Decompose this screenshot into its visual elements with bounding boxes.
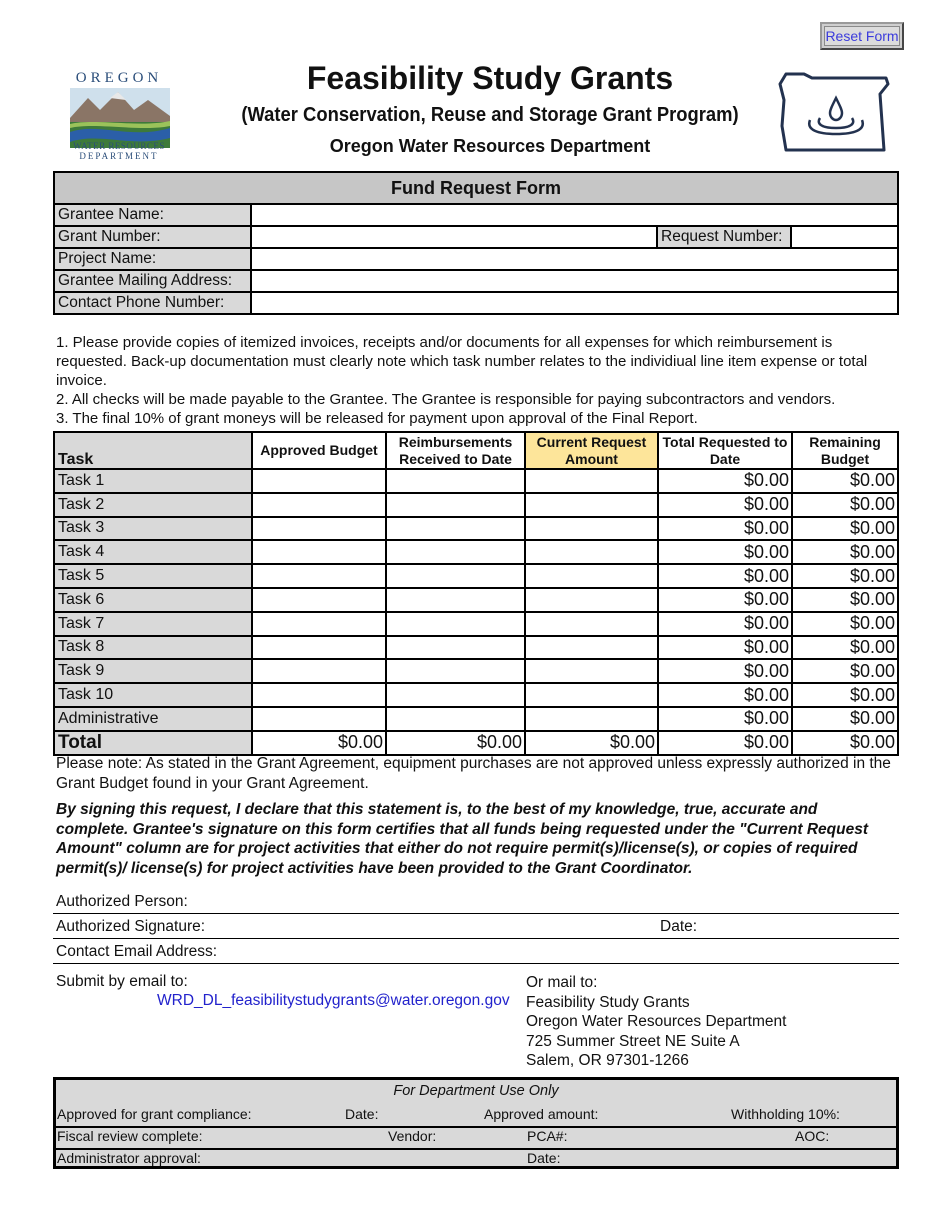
task-name-cell: Task 2 (54, 493, 252, 517)
remaining-budget-cell: $0.00 (792, 612, 898, 636)
reimbursed-to-date-cell[interactable] (386, 659, 525, 683)
task-name-cell: Task 3 (54, 517, 252, 541)
task-name-cell: Task 10 (54, 683, 252, 707)
fiscal-review-label: Fiscal review complete: (57, 1128, 203, 1144)
budget-table (53, 431, 899, 756)
reimbursed-to-date-cell[interactable] (386, 683, 525, 707)
mail-line-3: 725 Summer Street NE Suite A (526, 1032, 740, 1050)
submit-email-link[interactable]: WRD_DL_feasibilitystudygrants@water.oregon.gov (157, 992, 510, 1009)
reset-form-button[interactable] (820, 22, 904, 50)
fund-request-heading: Fund Request Form (54, 172, 898, 204)
instructions (56, 333, 900, 428)
current-request-cell[interactable] (525, 564, 658, 588)
mailing-address-label: Grantee Mailing Address: (54, 270, 251, 292)
current-request-cell[interactable] (525, 612, 658, 636)
admin-date-label: Date: (527, 1150, 561, 1166)
mail-address-block (526, 973, 786, 1071)
mail-line-1: Feasibility Study Grants (526, 993, 690, 1011)
withholding-label: Withholding 10%: (731, 1106, 840, 1122)
task-name-cell: Total (54, 731, 252, 755)
total-requested-cell: $0.00 (658, 517, 792, 541)
table-row (54, 469, 898, 493)
mail-line-4: Salem, OR 97301-1266 (526, 1052, 689, 1069)
reimbursed-to-date-cell: $0.00 (386, 731, 525, 755)
grant-number-field[interactable] (251, 226, 657, 248)
aoc-label: AOC: (795, 1128, 830, 1144)
oregon-landscape-logo-icon (70, 88, 170, 148)
task-name-cell: Task 7 (54, 612, 252, 636)
approved-budget-cell[interactable] (252, 707, 386, 731)
total-row (54, 731, 898, 755)
submit-email-label: Submit by email to: (56, 973, 188, 990)
reimbursed-to-date-cell[interactable] (386, 517, 525, 541)
current-request-cell[interactable] (525, 517, 658, 541)
task-name-cell: Task 8 (54, 636, 252, 660)
department-use-box (53, 1077, 899, 1169)
col-remaining-budget: Remaining Budget (792, 432, 898, 469)
department-name: Oregon Water Resources Department (329, 136, 651, 156)
logo-line-1: WATER RESOURCES (73, 141, 165, 151)
table-row (54, 493, 898, 517)
reimbursed-to-date-cell[interactable] (386, 636, 525, 660)
authorized-signature-label: Authorized Signature: (56, 918, 206, 935)
remaining-budget-cell: $0.00 (792, 659, 898, 683)
remaining-budget-cell: $0.00 (792, 564, 898, 588)
task-name-cell: Administrative (54, 707, 252, 731)
reimbursed-to-date-cell[interactable] (386, 564, 525, 588)
reimbursed-to-date-cell[interactable] (386, 493, 525, 517)
pca-label: PCA#: (527, 1128, 568, 1144)
remaining-budget-cell: $0.00 (792, 707, 898, 731)
admin-approval-label: Administrator approval: (57, 1150, 201, 1166)
instruction-3: 3. The final 10% of grant moneys will be released for payment upon approval of the Final Report. (56, 410, 698, 427)
project-name-field[interactable] (251, 248, 898, 270)
current-request-cell[interactable] (525, 683, 658, 707)
col-total-requested: Total Requested to Date (658, 432, 792, 469)
current-request-cell[interactable] (525, 707, 658, 731)
vendor-label: Vendor: (388, 1128, 437, 1144)
total-requested-cell: $0.00 (658, 540, 792, 564)
contact-phone-field[interactable] (251, 292, 898, 314)
current-request-cell: $0.00 (525, 731, 658, 755)
col-current-request: Current Request Amount (525, 432, 658, 469)
col-task: Task (54, 432, 252, 469)
current-request-cell[interactable] (525, 493, 658, 517)
table-row (54, 659, 898, 683)
approved-budget-cell[interactable] (252, 659, 386, 683)
approved-compliance-label: Approved for grant compliance: (57, 1106, 252, 1122)
equipment-note: Please note: As stated in the Grant Agreement, equipment purchases are not approved unless expressly authorized in the Grant Budget found in your Grant Agreement. (56, 755, 891, 792)
remaining-budget-cell: $0.00 (792, 517, 898, 541)
remaining-budget-cell: $0.00 (792, 731, 898, 755)
approved-budget-cell[interactable] (252, 493, 386, 517)
task-name-cell: Task 1 (54, 469, 252, 493)
approved-budget-cell[interactable] (252, 683, 386, 707)
instruction-2: 2. All checks will be made payable to the Grantee. The Grantee is responsible for paying subcontractors and vendors. (56, 391, 836, 408)
request-number-field[interactable] (791, 226, 898, 248)
oregon-water-drop-icon (776, 70, 896, 156)
contact-phone-label: Contact Phone Number: (54, 292, 251, 314)
table-row (54, 636, 898, 660)
grantee-name-field[interactable] (251, 204, 898, 226)
remaining-budget-cell: $0.00 (792, 493, 898, 517)
remaining-budget-cell: $0.00 (792, 469, 898, 493)
task-name-cell: Task 5 (54, 564, 252, 588)
task-name-cell: Task 4 (54, 540, 252, 564)
reimbursed-to-date-cell[interactable] (386, 540, 525, 564)
table-row (54, 612, 898, 636)
logo-wordmark: OREGON (75, 70, 163, 86)
fund-request-info-table (53, 171, 899, 315)
reset-form-label: Reset Form (825, 28, 899, 44)
approved-budget-cell[interactable] (252, 588, 386, 612)
instruction-1: 1. Please provide copies of itemized invoices, receipts and/or documents for all expenses for which reimbursement is requested. Back-up documentation must clearly note which task number relates to the individiual line item expense or total invoice. (56, 334, 868, 389)
contact-email-label: Contact Email Address: (56, 943, 218, 960)
total-requested-cell: $0.00 (658, 707, 792, 731)
total-requested-cell: $0.00 (658, 612, 792, 636)
signature-date-label: Date: (660, 918, 698, 935)
reimbursed-to-date-cell[interactable] (386, 707, 525, 731)
reimbursed-to-date-cell[interactable] (386, 469, 525, 493)
approved-budget-cell[interactable] (252, 540, 386, 564)
mail-line-2: Oregon Water Resources Department (526, 1013, 787, 1030)
table-row (54, 683, 898, 707)
approved-budget-cell[interactable] (252, 517, 386, 541)
total-requested-cell: $0.00 (658, 564, 792, 588)
logo-line-2: DEPARTMENT (79, 151, 159, 161)
remaining-budget-cell: $0.00 (792, 636, 898, 660)
table-row (54, 707, 898, 731)
page-title: Feasibility Study Grants (306, 60, 674, 96)
total-requested-cell: $0.00 (658, 683, 792, 707)
total-requested-cell: $0.00 (658, 731, 792, 755)
approved-budget-cell: $0.00 (252, 731, 386, 755)
remaining-budget-cell: $0.00 (792, 588, 898, 612)
approved-budget-cell[interactable] (252, 469, 386, 493)
current-request-cell[interactable] (525, 659, 658, 683)
remaining-budget-cell: $0.00 (792, 540, 898, 564)
current-request-cell[interactable] (525, 469, 658, 493)
col-approved-budget: Approved Budget (252, 432, 386, 469)
declaration-statement: By signing this request, I declare that this statement is, to the best of my knowledge, true, accurate and complete. Grantee's signature on this form certifies that all funds being requested under the "Current Request Amount" column are for project activities that either do not require permit(s)/license(s), or copies of required permit(s)/ license(s) for project activities have been provided to the Grant Coordinator. (56, 801, 869, 877)
approved-budget-cell[interactable] (252, 636, 386, 660)
total-requested-cell: $0.00 (658, 659, 792, 683)
task-name-cell: Task 9 (54, 659, 252, 683)
current-request-cell[interactable] (525, 636, 658, 660)
approved-budget-cell[interactable] (252, 564, 386, 588)
approved-budget-cell[interactable] (252, 612, 386, 636)
remaining-budget-cell: $0.00 (792, 683, 898, 707)
mailing-address-field[interactable] (251, 270, 898, 292)
table-row (54, 564, 898, 588)
mail-label: Or mail to: (526, 974, 598, 991)
total-requested-cell: $0.00 (658, 493, 792, 517)
total-requested-cell: $0.00 (658, 469, 792, 493)
authorized-signature-line[interactable] (53, 916, 899, 939)
task-name-cell: Task 6 (54, 588, 252, 612)
authorized-person-line[interactable] (53, 891, 899, 914)
grant-number-label: Grant Number: (54, 226, 251, 248)
request-number-label: Request Number: (657, 226, 791, 248)
table-row (54, 540, 898, 564)
grantee-name-label: Grantee Name: (54, 204, 251, 226)
total-requested-cell: $0.00 (658, 636, 792, 660)
reimbursed-to-date-cell[interactable] (386, 588, 525, 612)
project-name-label: Project Name: (54, 248, 251, 270)
approved-amount-label: Approved amount: (484, 1106, 599, 1122)
table-row (54, 588, 898, 612)
page-subtitle: (Water Conservation, Reuse and Storage Grant Program) (241, 104, 739, 126)
department-use-heading: For Department Use Only (393, 1083, 559, 1099)
total-requested-cell: $0.00 (658, 588, 792, 612)
authorized-person-label: Authorized Person: (56, 893, 188, 910)
reimbursed-to-date-cell[interactable] (386, 612, 525, 636)
current-request-cell[interactable] (525, 540, 658, 564)
contact-email-line[interactable] (53, 941, 899, 964)
table-row (54, 517, 898, 541)
compliance-date-label: Date: (345, 1106, 379, 1122)
current-request-cell[interactable] (525, 588, 658, 612)
col-reimbursements: Reimbursements Received to Date (386, 432, 525, 469)
